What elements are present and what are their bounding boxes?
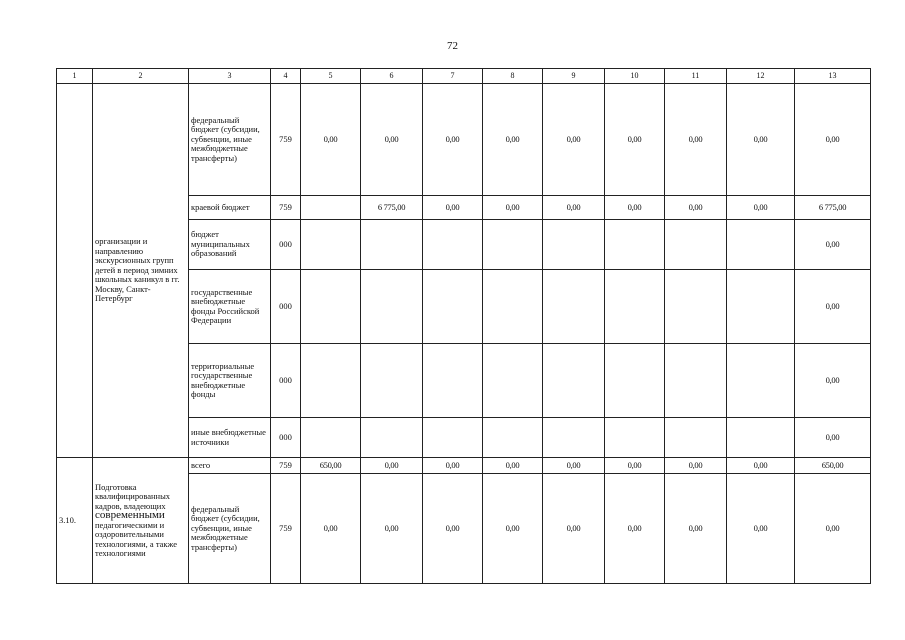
- value-cell: 0,00: [665, 84, 727, 196]
- column-header: 2: [93, 69, 189, 84]
- value-cell: 0,00: [795, 474, 871, 584]
- row-index: 3.10.: [57, 458, 93, 584]
- value-cell: 0,00: [727, 84, 795, 196]
- funding-source: территориальные государственные внебюджетные фонды: [189, 344, 271, 418]
- value-cell: 0,00: [795, 344, 871, 418]
- code-cell: 759: [271, 84, 301, 196]
- value-cell: 0,00: [605, 458, 665, 474]
- measure-name-part: педагогическими и оздоровительными технологиями, а также технологиями: [95, 519, 178, 558]
- code-cell: 759: [271, 458, 301, 474]
- value-cell: [423, 220, 483, 270]
- value-cell: 0,00: [483, 474, 543, 584]
- value-cell: 0,00: [301, 474, 361, 584]
- value-cell: 0,00: [423, 84, 483, 196]
- value-cell: 0,00: [795, 220, 871, 270]
- value-cell: [423, 270, 483, 344]
- value-cell: 6 775,00: [795, 196, 871, 220]
- column-header: 9: [543, 69, 605, 84]
- value-cell: 0,00: [543, 458, 605, 474]
- value-cell: [605, 344, 665, 418]
- value-cell: [301, 196, 361, 220]
- value-cell: [301, 418, 361, 458]
- value-cell: [301, 220, 361, 270]
- value-cell: [483, 344, 543, 418]
- value-cell: 0,00: [483, 458, 543, 474]
- value-cell: [543, 220, 605, 270]
- value-cell: [543, 270, 605, 344]
- funding-source: краевой бюджет: [189, 196, 271, 220]
- funding-source: бюджет муниципальных образований: [189, 220, 271, 270]
- header-row: [57, 69, 871, 84]
- value-cell: 0,00: [483, 196, 543, 220]
- value-cell: [605, 270, 665, 344]
- value-cell: 0,00: [727, 474, 795, 584]
- value-cell: [727, 344, 795, 418]
- measure-name: организации и направлению экскурсионных групп детей в период зимних школьных каникул в гг. Москву, Санкт-Петербург: [93, 84, 189, 458]
- value-cell: 0,00: [301, 84, 361, 196]
- measure-name: [93, 458, 189, 584]
- value-cell: 0,00: [361, 474, 423, 584]
- column-header: 7: [423, 69, 483, 84]
- value-cell: [361, 270, 423, 344]
- column-header: 13: [795, 69, 871, 84]
- value-cell: 0,00: [727, 458, 795, 474]
- value-cell: [483, 220, 543, 270]
- value-cell: [301, 270, 361, 344]
- code-cell: 759: [271, 196, 301, 220]
- value-cell: 0,00: [795, 418, 871, 458]
- column-header: 11: [665, 69, 727, 84]
- value-cell: 6 775,00: [361, 196, 423, 220]
- value-cell: 0,00: [483, 84, 543, 196]
- value-cell: 0,00: [605, 474, 665, 584]
- value-cell: [605, 220, 665, 270]
- column-header: 10: [605, 69, 665, 84]
- column-header: 6: [361, 69, 423, 84]
- value-cell: 0,00: [665, 474, 727, 584]
- column-header: 5: [301, 69, 361, 84]
- budget-table: [56, 68, 871, 584]
- value-cell: 0,00: [361, 84, 423, 196]
- value-cell: [543, 418, 605, 458]
- value-cell: 0,00: [605, 84, 665, 196]
- funding-source: федеральный бюджет (субсидии, субвенции, иные межбюджетные трансферты): [189, 84, 271, 196]
- value-cell: 0,00: [665, 458, 727, 474]
- value-cell: [543, 344, 605, 418]
- funding-source: иные внебюджетные источники: [189, 418, 271, 458]
- value-cell: [605, 418, 665, 458]
- value-cell: [665, 270, 727, 344]
- value-cell: [361, 344, 423, 418]
- code-cell: 000: [271, 270, 301, 344]
- value-cell: 0,00: [423, 196, 483, 220]
- measure-name-part: Подготовка квалифицированных кадров, владеющих: [95, 481, 171, 511]
- value-cell: 0,00: [795, 270, 871, 344]
- value-cell: [727, 270, 795, 344]
- value-cell: [361, 220, 423, 270]
- value-cell: [301, 344, 361, 418]
- value-cell: [483, 418, 543, 458]
- table-row: [57, 458, 871, 474]
- value-cell: 0,00: [727, 196, 795, 220]
- value-cell: 0,00: [423, 474, 483, 584]
- value-cell: [665, 418, 727, 458]
- funding-source: федеральный бюджет (субсидии, субвенции, иные межбюджетные трансферты): [189, 474, 271, 584]
- value-cell: 0,00: [543, 84, 605, 196]
- value-cell: [727, 418, 795, 458]
- value-cell: [665, 220, 727, 270]
- code-cell: 759: [271, 474, 301, 584]
- code-cell: 000: [271, 344, 301, 418]
- column-header: 4: [271, 69, 301, 84]
- value-cell: 650,00: [301, 458, 361, 474]
- code-cell: 000: [271, 418, 301, 458]
- funding-source: государственные внебюджетные фонды Российской Федерации: [189, 270, 271, 344]
- value-cell: 0,00: [423, 458, 483, 474]
- column-header: 8: [483, 69, 543, 84]
- value-cell: 0,00: [795, 84, 871, 196]
- value-cell: 650,00: [795, 458, 871, 474]
- measure-name-emphasis: современными: [95, 509, 165, 521]
- value-cell: [423, 418, 483, 458]
- value-cell: [483, 270, 543, 344]
- column-header: 1: [57, 69, 93, 84]
- table-row: [57, 84, 871, 196]
- value-cell: [665, 344, 727, 418]
- value-cell: 0,00: [543, 474, 605, 584]
- value-cell: [727, 220, 795, 270]
- column-header: 12: [727, 69, 795, 84]
- value-cell: 0,00: [361, 458, 423, 474]
- page-number: 72: [447, 40, 458, 52]
- code-cell: 000: [271, 220, 301, 270]
- row-index: [57, 84, 93, 458]
- value-cell: [423, 344, 483, 418]
- column-header: 3: [189, 69, 271, 84]
- funding-source: всего: [189, 458, 271, 474]
- value-cell: 0,00: [605, 196, 665, 220]
- value-cell: 0,00: [665, 196, 727, 220]
- value-cell: [361, 418, 423, 458]
- value-cell: 0,00: [543, 196, 605, 220]
